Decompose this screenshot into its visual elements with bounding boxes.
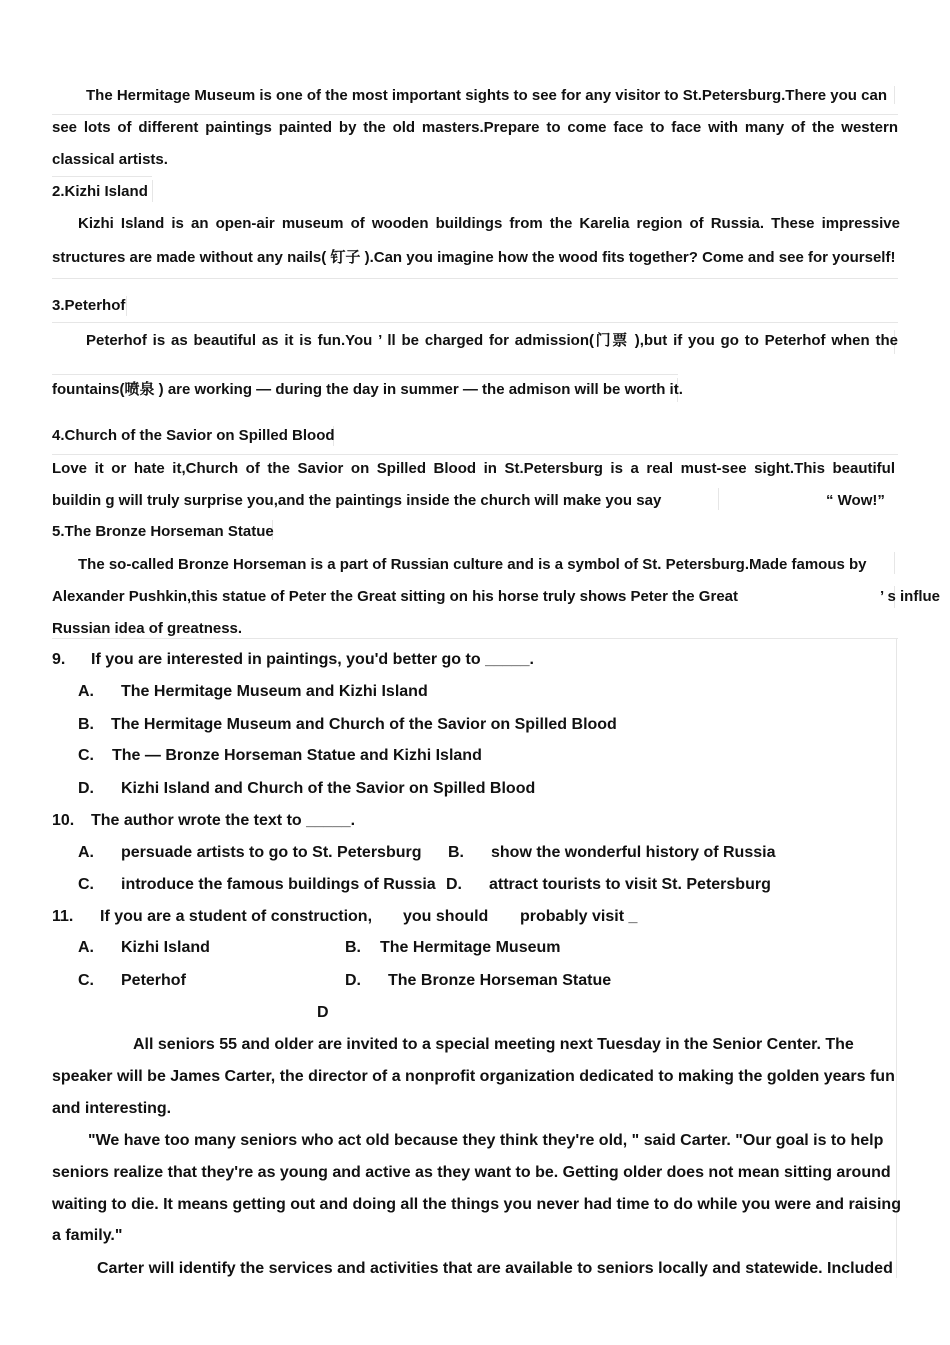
- option-text: Kizhi Island: [121, 939, 210, 956]
- question-9-stem: If you are interested in paintings, you'd better go to _____.: [91, 651, 534, 668]
- bronze-line-3: Russian idea of greatness.: [52, 620, 243, 637]
- bronze-heading: 5.The Bronze Horseman Statue: [52, 523, 274, 540]
- question-9-number: 9.: [52, 651, 66, 668]
- passage2-p1-line-3: and interesting.: [52, 1100, 172, 1117]
- option-text: attract tourists to visit St. Petersburg: [489, 876, 771, 893]
- option-letter: C.: [78, 747, 94, 764]
- frame-rule: [152, 180, 153, 202]
- option-text: introduce the famous buildings of Russia: [121, 876, 436, 893]
- frame-rule: [894, 86, 895, 104]
- option-letter: A.: [78, 939, 94, 956]
- frame-rule: [52, 454, 898, 455]
- section-letter: D: [317, 1004, 329, 1021]
- passage2-p2-line-4: a family.": [52, 1227, 123, 1244]
- bronze-line-1: The so-called Bronze Horseman is a part of Russian culture and is a symbol of St. Petersburg.Made famous by: [78, 556, 867, 573]
- hermitage-line-1: The Hermitage Museum is one of the most important sights to see for any visitor to St.Petersburg.There you can: [86, 87, 887, 104]
- passage2-p2-line-2: seniors realize that they're as young and active as they want to be. Getting older does not mean sitting around: [52, 1164, 891, 1181]
- frame-rule: [896, 638, 897, 1278]
- passage2-p2-line-3: waiting to die. It means getting out and doing all the things you never had time to do while you were and raising: [52, 1196, 901, 1213]
- passage2-p2-line-1: "We have too many seniors who act old because they think they're old, " said Carter. "Our goal is to help: [88, 1132, 884, 1149]
- option-text: The — Bronze Horseman Statue and Kizhi Island: [112, 747, 482, 764]
- option-text: The Hermitage Museum and Kizhi Island: [121, 683, 428, 700]
- option-text: Peterhof: [121, 972, 186, 989]
- frame-rule: [52, 114, 898, 115]
- frame-rule: [52, 278, 898, 279]
- frame-rule: [52, 374, 678, 375]
- option-text: Kizhi Island and Church of the Savior on Spilled Blood: [121, 780, 536, 797]
- option-text: The Hermitage Museum: [380, 939, 561, 956]
- option-letter: B.: [78, 716, 94, 733]
- question-11-stem-part-2: you should: [403, 908, 489, 925]
- bronze-line-2: Alexander Pushkin,this statue of Peter the Great sitting on his horse truly shows Peter the Great: [52, 588, 738, 605]
- church-line-2: buildin g will truly surprise you,and the paintings inside the church will make you say: [52, 492, 662, 509]
- option-letter: D.: [446, 876, 462, 893]
- option-letter: A.: [78, 683, 94, 700]
- frame-rule: [718, 488, 719, 510]
- frame-rule: [52, 638, 898, 639]
- kizhi-heading: 2.Kizhi Island: [52, 183, 148, 200]
- hermitage-line-3: classical artists.: [52, 151, 168, 168]
- question-11-number: 11.: [52, 908, 74, 925]
- option-letter: D.: [345, 972, 361, 989]
- question-11-stem-part-3: probably visit _: [520, 908, 638, 925]
- option-letter: D.: [78, 780, 94, 797]
- peterhof-heading: 3.Peterhof: [52, 297, 126, 314]
- frame-rule: [894, 552, 895, 574]
- peterhof-line-1: Peterhof is as beautiful as it is fun.You ’ ll be charged for admission(门票 ),but if you go to Peterhof when the: [86, 332, 898, 349]
- option-letter: B.: [448, 844, 464, 861]
- church-wow: “ Wow!”: [826, 492, 885, 509]
- church-line-1: Love it or hate it,Church of the Savior on Spilled Blood in St.Petersburg is a real must-see sight.This beautiful: [52, 460, 895, 477]
- passage2-p1-line-1: All seniors 55 and older are invited to a special meeting next Tuesday in the Senior Center. The: [133, 1036, 854, 1053]
- frame-rule: [126, 296, 127, 316]
- option-text: show the wonderful history of Russia: [491, 844, 776, 861]
- passage2-p3-line-1: Carter will identify the services and activities that are available to seniors locally and statewide. Included: [97, 1260, 893, 1277]
- option-text: The Bronze Horseman Statue: [388, 972, 612, 989]
- option-text: persuade artists to go to St. Petersburg: [121, 844, 422, 861]
- question-11-stem-part-1: If you are a student of construction,: [100, 908, 373, 925]
- option-letter: B.: [345, 939, 361, 956]
- question-10-stem: The author wrote the text to _____.: [91, 812, 356, 829]
- bronze-line-2-tail: ’ s influe: [880, 588, 941, 605]
- kizhi-line-1: Kizhi Island is an open-air museum of wooden buildings from the Karelia region of Russia. These impressive: [78, 215, 900, 232]
- church-heading: 4.Church of the Savior on Spilled Blood: [52, 427, 335, 444]
- frame-rule: [52, 322, 898, 323]
- option-letter: C.: [78, 972, 94, 989]
- question-10-number: 10.: [52, 812, 75, 829]
- frame-rule: [52, 176, 152, 177]
- passage2-p1-line-2: speaker will be James Carter, the director of a nonprofit organization dedicated to making the golden years fun: [52, 1068, 895, 1085]
- hermitage-line-2: see lots of different paintings painted by the old masters.Prepare to come face to face with many of the western: [52, 119, 898, 136]
- peterhof-line-2: fountains(喷泉 ) are working — during the day in summer — the admison will be worth it.: [52, 381, 683, 398]
- kizhi-line-2: structures are made without any nails( 钉子 ).Can you imagine how the wood fits together? Come and see for yourself!: [52, 249, 896, 266]
- option-letter: A.: [78, 844, 94, 861]
- option-letter: C.: [78, 876, 94, 893]
- option-text: The Hermitage Museum and Church of the Savior on Spilled Blood: [111, 716, 617, 733]
